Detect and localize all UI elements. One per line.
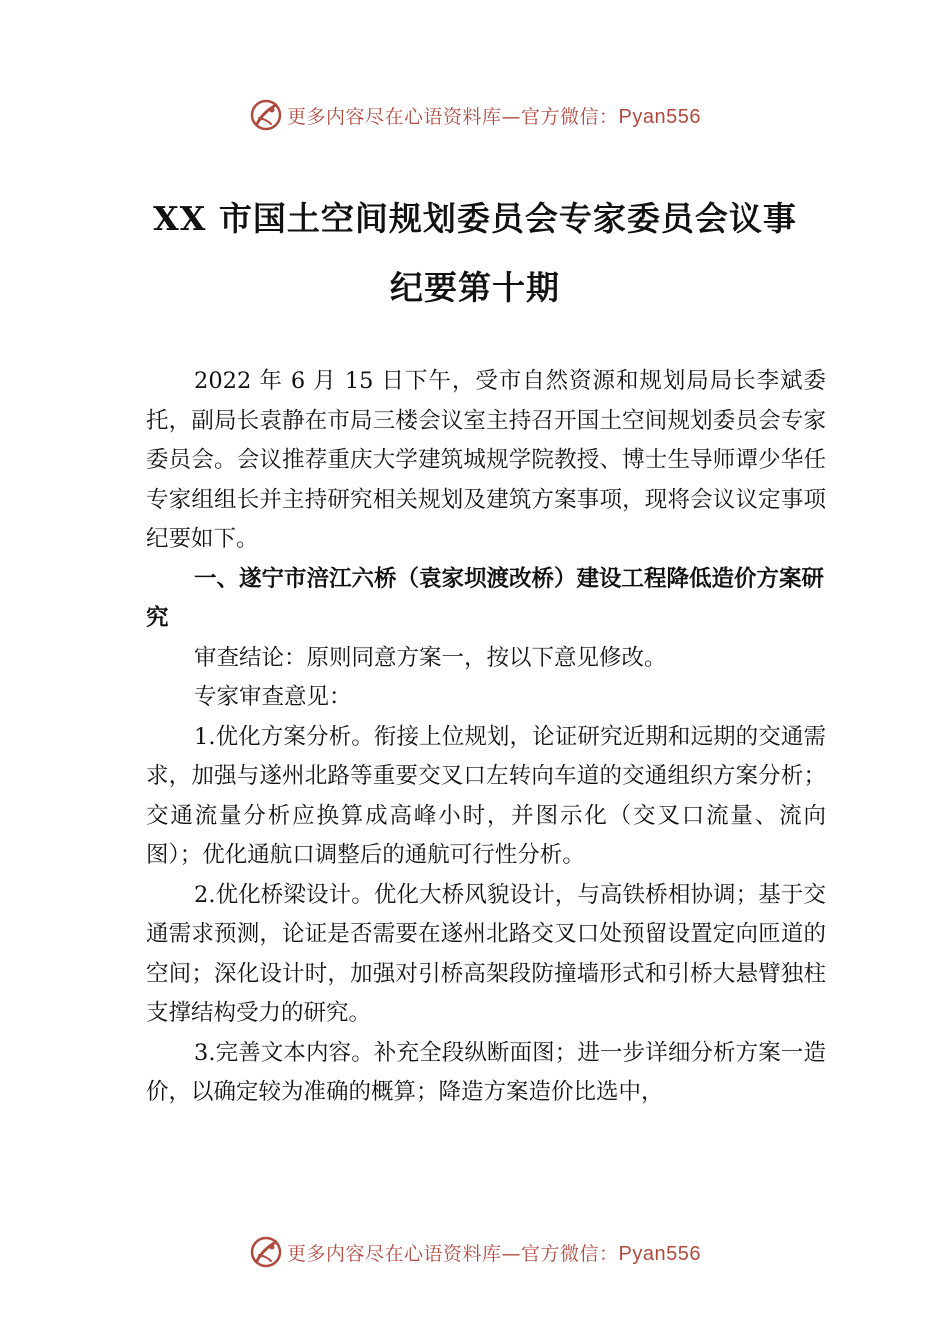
watermark-wechat-id: Pyan556 [618, 105, 701, 128]
review-conclusion: 审查结论：原则同意方案一，按以下意见修改。 [194, 644, 667, 671]
watermark-wechat-id: Pyan556 [618, 1242, 701, 1265]
document-body [146, 362, 826, 1113]
opinion-2: 2.优化桥梁设计。优化大桥风貌设计，与高铁桥相协调；基于交通需求预测，论证是否需要在遂州北路交叉口处预留设置定向匝道的空间；深化设计时，加强对引桥高架段防撞墙形式和引桥大悬臂独柱支撑结构受力的研究。 [146, 881, 826, 1026]
intro-paragraph: 2022 年 6 月 15 日下午，受市自然资源和规划局局长李斌委托，副局长袁静在市局三楼会议室主持召开国土空间规划委员会专家委员会。会议推荐重庆大学建筑城规学院教授、博士生导师谭少华任专家组组长并主持研究相关规划及建筑方案事项，现将会议议定事项纪要如下。 [146, 368, 826, 552]
document-title-line1: XX 市国土空间规划委员会专家委员会议事 [153, 199, 797, 238]
expert-opinions-label: 专家审查意见： [194, 684, 352, 710]
watermark-text: 更多内容尽在心语资料库—官方微信：Pyan556 [287, 105, 701, 128]
brush-logo-icon [249, 1235, 283, 1269]
footer-watermark [0, 1232, 950, 1272]
header-watermark [0, 95, 950, 135]
document-title-line2: 纪要第十期 [390, 268, 560, 307]
opinion-3: 3.完善文本内容。补充全段纵断面图；进一步详细分析方案一造价，以确定较为准确的概算；降造方案造价比选中， [146, 1039, 826, 1105]
watermark-text: 更多内容尽在心语资料库—官方微信：Pyan556 [287, 1242, 701, 1265]
brush-logo-icon [249, 98, 283, 132]
section1-heading: 一、遂宁市涪江六桥（袁家坝渡改桥）建设工程降低造价方案研究 [146, 565, 825, 631]
opinion-1: 1.优化方案分析。衔接上位规划，论证研究近期和远期的交通需求，加强与遂州北路等重要交叉口左转向车道的交通组织方案分析；交通流量分析应换算成高峰小时，并图示化（交叉口流量、流向图）；优化通航口调整后的通航可行性分析。 [146, 723, 826, 868]
